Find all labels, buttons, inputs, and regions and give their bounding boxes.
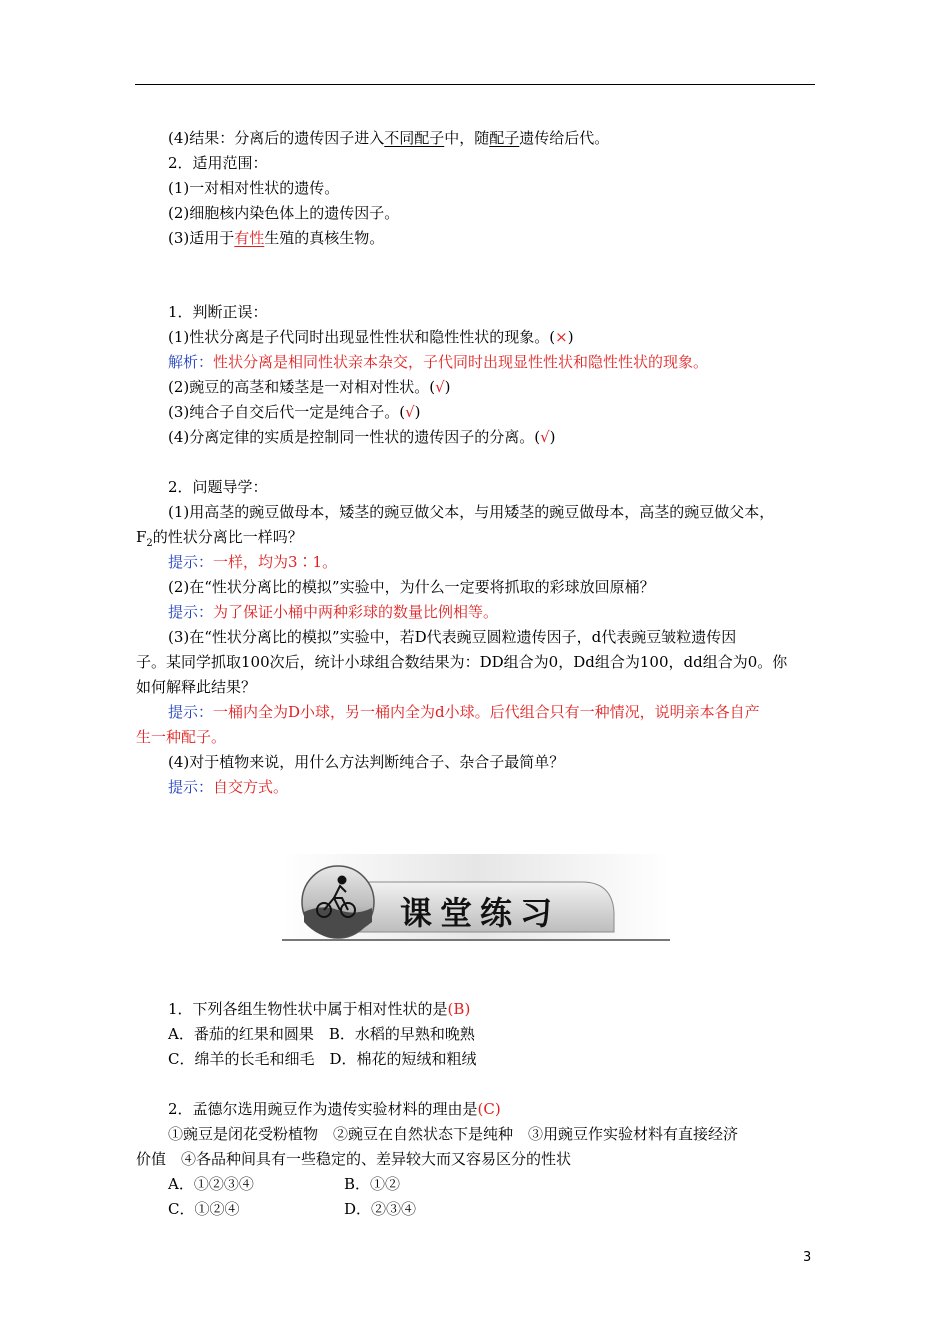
scope-item-3-text: (3)适用于 <box>168 229 235 247</box>
judge-q2-mark: √ <box>435 378 445 396</box>
practice-q2 <box>168 1099 501 1119</box>
hint-text: 一样，均为3∶1。 <box>213 553 338 571</box>
judge-q3 <box>168 402 421 422</box>
practice-q1-options-ab: A．番茄的红果和圆果 B．水稻的早熟和晚熟 <box>168 1025 475 1043</box>
guide-a1 <box>168 552 337 572</box>
guide-a4 <box>168 777 288 797</box>
practice-q2-option-c: C．①②④ <box>168 1200 240 1218</box>
paren-open: ( <box>447 1000 454 1018</box>
practice-q2-text: 2．孟德尔选用豌豆作为遗传实验材料的理由是 <box>168 1100 478 1118</box>
paren-open: ( <box>399 403 406 421</box>
paren-close: ) <box>549 428 556 446</box>
practice-q2-option-d: D．②③④ <box>344 1200 417 1218</box>
judge-q4-text: (4)分离定律的实质是控制同一性状的遗传因子的分离。 <box>168 428 535 446</box>
guide-q3-line3: 如何解释此结果？ <box>136 678 257 696</box>
practice-q2-answer: C <box>483 1100 495 1118</box>
paren-close: ) <box>567 328 574 346</box>
judge-q1 <box>168 327 574 347</box>
judge-q1-text: (1)性状分离是子代同时出现显性性状和隐性性状的现象。 <box>168 328 550 346</box>
guide-q4: (4)对于植物来说，用什么方法判断纯合子、杂合子最简单？ <box>168 753 565 771</box>
practice-q2-option-b: B．①② <box>344 1175 401 1193</box>
f2-subscript: 2 <box>146 538 153 549</box>
scope-item-3 <box>168 228 384 248</box>
result-text: (4)结果：分离后的遗传因子进入 <box>168 129 385 147</box>
hint-label: 提示： <box>168 703 214 721</box>
practice-q1-text: 1．下列各组生物性状中属于相对性状的是 <box>168 1000 448 1018</box>
paren-close: ) <box>414 403 421 421</box>
paren-open: ( <box>549 328 556 346</box>
blank-different-gametes: 不同配子 <box>384 129 445 147</box>
analysis-label: 解析： <box>168 353 214 371</box>
hint-text: 为了保证小桶中两种彩球的数量比例相等。 <box>213 603 499 621</box>
analysis-text: 性状分离是相同性状亲本杂交，子代同时出现显性性状和隐性性状的现象。 <box>213 353 709 371</box>
judge-q2-text: (2)豌豆的高茎和矮茎是一对相对性状。 <box>168 378 430 396</box>
result-line <box>168 128 609 148</box>
guide-q1-line2 <box>136 527 303 554</box>
paren-open: ( <box>429 378 436 396</box>
header-rule <box>135 84 815 85</box>
guide-q2: (2)在“性状分离比的模拟”实验中，为什么一定要将抓取的彩球放回原桶？ <box>168 578 655 596</box>
paren-close: ) <box>464 1000 471 1018</box>
judge-q4-mark: √ <box>540 428 550 446</box>
guide-q3-line1: (3)在“性状分离比的模拟”实验中，若D代表豌豆圆粒遗传因子，d代表豌豆皱粒遗传因 <box>168 628 737 646</box>
result-text-mid: 中，随 <box>444 129 490 147</box>
blank-gametes: 配子 <box>489 129 520 147</box>
practice-q1 <box>168 999 470 1019</box>
judge-q1-mark: × <box>555 328 568 346</box>
scope-item-2: (2)细胞核内染色体上的遗传因子。 <box>168 204 400 222</box>
judge-heading: 1．判断正误： <box>168 303 268 321</box>
paren-close: ) <box>494 1100 501 1118</box>
guide-a3-line2: 生一种配子。 <box>136 728 227 746</box>
guide-a2 <box>168 602 498 622</box>
guide-heading: 2．问题导学： <box>168 478 268 496</box>
paren-open: ( <box>534 428 541 446</box>
result-text-end: 遗传给后代。 <box>519 129 610 147</box>
practice-q1-options-cd: C．绵羊的长毛和细毛 D．棉花的短绒和粗绒 <box>168 1050 477 1068</box>
banner-title: 课堂练习 <box>400 894 561 932</box>
practice-q2-line2: 价值 ④各品种间具有一些稳定的、差异较大而又容易区分的性状 <box>136 1150 572 1168</box>
guide-q1-line1: (1)用高茎的豌豆做母本，矮茎的豌豆做父本，与用矮茎的豌豆做母本，高茎的豌豆做父本， <box>168 503 775 521</box>
practice-q1-answer: B <box>453 1000 465 1018</box>
judge-q2 <box>168 377 451 397</box>
practice-q2-option-a: A．①②③④ <box>168 1175 254 1193</box>
f2-symbol: F <box>136 528 147 546</box>
guide-a3-line1 <box>168 702 760 722</box>
practice-q2-line1: ①豌豆是闭花受粉植物 ②豌豆在自然状态下是纯种 ③用豌豆作实验材料有直接经济 <box>168 1125 739 1143</box>
page-number: 3 <box>803 1250 812 1265</box>
scope-item-1: (1)一对相对性状的遗传。 <box>168 179 340 197</box>
classroom-practice-banner <box>282 852 670 944</box>
banner-graphic <box>282 852 670 944</box>
hint-label: 提示： <box>168 778 214 796</box>
paren-close: ) <box>444 378 451 396</box>
guide-q1-line2-text: 的性状分离比一样吗？ <box>152 528 303 546</box>
judge-q3-text: (3)纯合子自交后代一定是纯合子。 <box>168 403 400 421</box>
hint-text: 一桶内全为D小球，另一桶内全为d小球。后代组合只有一种情况，说明亲本各自产 <box>213 703 760 721</box>
hint-text: 自交方式。 <box>213 778 289 796</box>
scope-item-3-end: 生殖的真核生物。 <box>264 229 385 247</box>
judge-q4 <box>168 427 556 447</box>
paren-open: ( <box>477 1100 484 1118</box>
judge-a1 <box>168 352 708 372</box>
judge-q3-mark: √ <box>405 403 415 421</box>
guide-q3-line2: 子。某同学抓取100次后，统计小球组合数结果为：DD组合为0，Dd组合为100，dd组合为0。你 <box>136 653 788 671</box>
hint-label: 提示： <box>168 553 214 571</box>
scope-heading: 2．适用范围： <box>168 154 268 172</box>
hint-label: 提示： <box>168 603 214 621</box>
blank-sexual: 有性 <box>234 229 265 247</box>
